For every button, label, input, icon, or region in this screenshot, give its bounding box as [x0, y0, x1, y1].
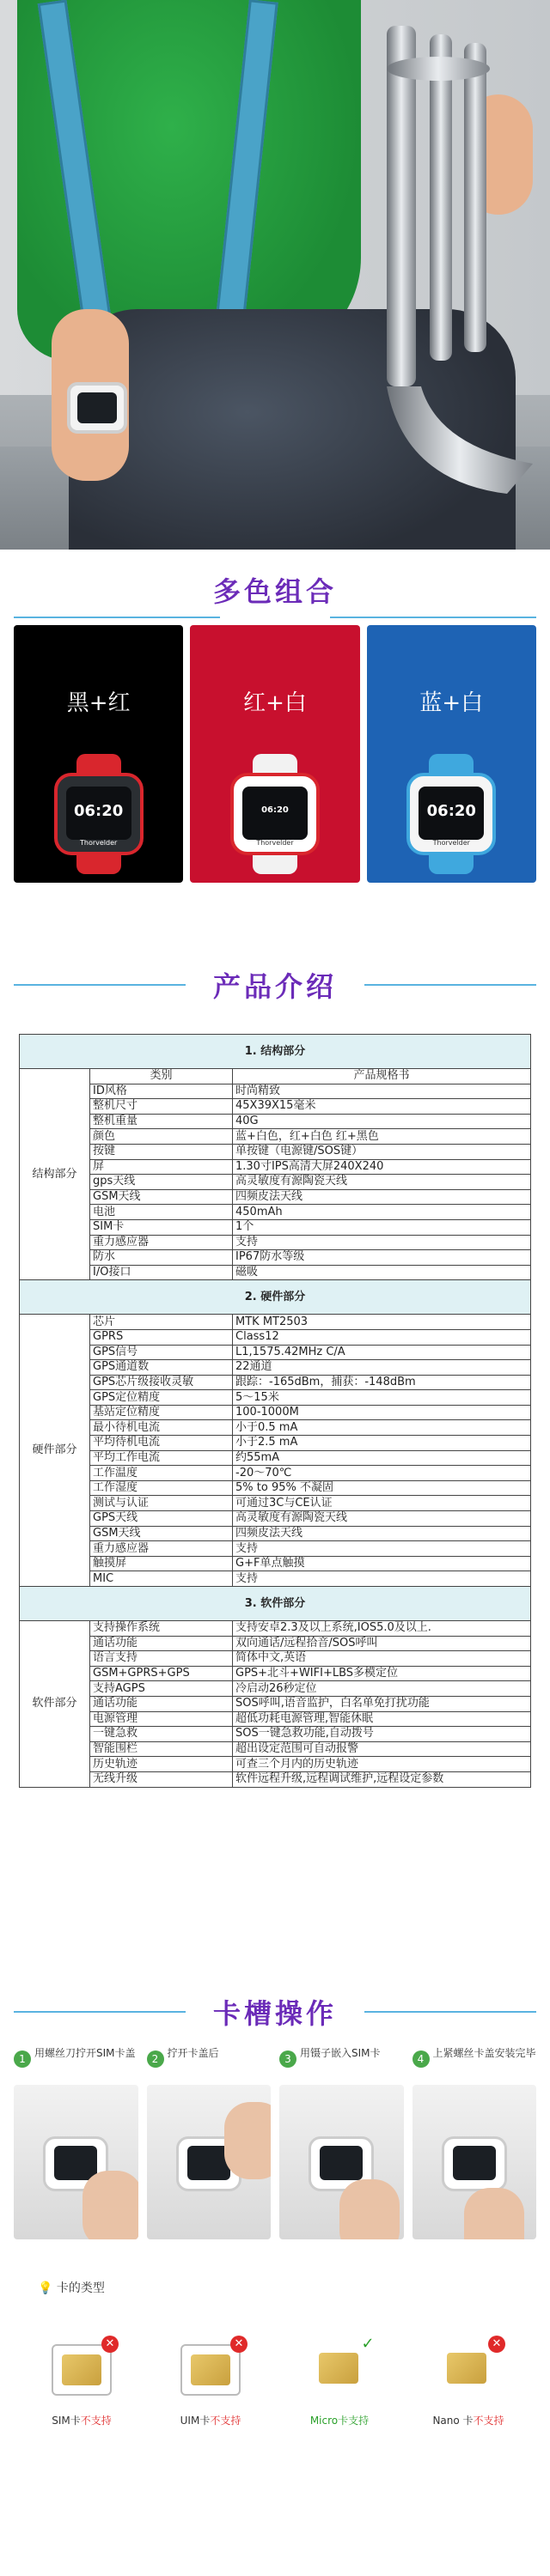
- table-row: [20, 1235, 531, 1250]
- spec-key: 通话功能: [90, 1636, 233, 1651]
- table-row: [20, 1480, 531, 1496]
- spec-value: 小于2.5 mA: [233, 1436, 531, 1451]
- watch-time: 06:20: [419, 787, 484, 840]
- table-row: [20, 1681, 531, 1697]
- sim-name: UIM卡: [180, 2415, 211, 2427]
- step-number: 4: [412, 2050, 430, 2068]
- table-row: [20, 1345, 531, 1360]
- spec-value: 支持: [233, 1571, 531, 1587]
- group-label: 结构部分: [20, 1069, 90, 1280]
- watch-image: [42, 754, 156, 857]
- table-row: [20, 1144, 531, 1159]
- spec-value: SOS呼叫,语音监护，白名单免打扰功能: [233, 1696, 531, 1711]
- spec-value: 可通过3C与CE认证: [233, 1496, 531, 1511]
- color-card-blue-white: [367, 625, 536, 883]
- spec-value: 软件远程升级,远程调试维护,远程设定参数: [233, 1771, 531, 1787]
- spec-key: 整机尺寸: [90, 1099, 233, 1115]
- cross-icon: ✕: [101, 2336, 119, 2353]
- table-row: [20, 1711, 531, 1727]
- spec-key: I/O接口: [90, 1265, 233, 1280]
- spec-value: 时尚精致: [233, 1084, 531, 1099]
- colors-title: 多色组合: [212, 575, 337, 608]
- spec-key: 芯片: [90, 1315, 233, 1330]
- table-row: [20, 1159, 531, 1175]
- step-text: 用镊子嵌入SIM卡: [300, 2047, 381, 2059]
- table-row: [20, 1757, 531, 1772]
- sim-status: 支持: [348, 2415, 370, 2427]
- spec-key: 触摸屏: [90, 1556, 233, 1571]
- spec-key: 重力感应器: [90, 1235, 233, 1250]
- spec-value: 支持: [233, 1541, 531, 1557]
- spec-key: 工作温度: [90, 1466, 233, 1481]
- spec-key: 重力感应器: [90, 1541, 233, 1557]
- spec-key: 平均待机电流: [90, 1436, 233, 1451]
- spec-key: 平均工作电流: [90, 1450, 233, 1466]
- spec-value: G+F单点触摸: [233, 1556, 531, 1571]
- color-cards: [14, 625, 536, 883]
- sim-card: [292, 2336, 387, 2456]
- color-card-red-white: [190, 625, 359, 883]
- install-step: [147, 2044, 272, 2250]
- table-row: [20, 1666, 531, 1681]
- spec-value: 四频皮法天线: [233, 1189, 531, 1205]
- table-row: [20, 1511, 531, 1527]
- check-icon: ✓: [361, 2335, 375, 2353]
- spec-key: GPRS: [90, 1329, 233, 1345]
- table-row: [20, 1571, 531, 1587]
- step-text: 上紧螺丝卡盖安装完毕: [432, 2047, 536, 2059]
- spec-value: -20～70℃: [233, 1466, 531, 1481]
- spec-value: 冷启动26秒定位: [233, 1681, 531, 1697]
- watch-time: 06:20: [242, 787, 308, 840]
- step-photo: [279, 2085, 404, 2239]
- table-row: [20, 1621, 531, 1637]
- table-row: [20, 1436, 531, 1451]
- spec-key: SIM卡: [90, 1219, 233, 1235]
- sim-caption: [163, 2413, 258, 2427]
- color-label: 黑+红: [66, 690, 131, 716]
- step-number: 1: [14, 2050, 31, 2068]
- spec-value: L1,1575.42MHz C/A: [233, 1345, 531, 1360]
- table-row: [20, 1219, 531, 1235]
- table-row: [20, 1189, 531, 1205]
- spec-value: 磁吸: [233, 1265, 531, 1280]
- spec-value: 5～15米: [233, 1390, 531, 1406]
- spec-value: 小于0.5 mA: [233, 1420, 531, 1436]
- sim-status: 不支持: [80, 2415, 112, 2427]
- spec-key: 通话功能: [90, 1696, 233, 1711]
- card-slot-title: 卡槽操作: [212, 1997, 337, 2030]
- table-row: [20, 1250, 531, 1266]
- spec-key: 按键: [90, 1144, 233, 1159]
- sim-caption: [34, 2413, 129, 2427]
- sim-chip: [438, 2344, 498, 2396]
- color-label: 蓝+白: [419, 690, 484, 716]
- hero-photo: [0, 0, 550, 550]
- spec-value: 40G: [233, 1114, 531, 1129]
- spec-value: 双向通话/远程拾音/SOS呼叫: [233, 1636, 531, 1651]
- watch-brand: Thorvelder: [256, 839, 294, 847]
- spec-value: 100-1000M: [233, 1405, 531, 1420]
- table-row: [20, 1696, 531, 1711]
- spec-value: MTK MT2503: [233, 1315, 531, 1330]
- table-row: [20, 1636, 531, 1651]
- sim-chip: [317, 2344, 362, 2396]
- watch-image: [394, 754, 508, 857]
- spec-key: GPS芯片级接收灵敏: [90, 1375, 233, 1390]
- spec-value: 超低功耗电源管理,智能休眠: [233, 1711, 531, 1727]
- spec-key: gps天线: [90, 1175, 233, 1190]
- table-row: [20, 1114, 531, 1129]
- watch-brand: Thorvelder: [432, 839, 470, 847]
- watch-time: 06:20: [66, 787, 131, 840]
- table-row: [20, 1651, 531, 1667]
- install-steps: [14, 2044, 536, 2250]
- step-photo: [412, 2085, 537, 2239]
- table-row: [20, 1205, 531, 1220]
- section-header-row: [20, 1587, 531, 1621]
- spec-value: 450mAh: [233, 1205, 531, 1220]
- table-row: [20, 1315, 531, 1330]
- spec-key: 无线升级: [90, 1771, 233, 1787]
- watch-image: [218, 754, 332, 857]
- spec-key: GPS通道数: [90, 1360, 233, 1376]
- spec-key: 智能围栏: [90, 1741, 233, 1757]
- spec-value: Class12: [233, 1329, 531, 1345]
- trumpet-image: [335, 17, 533, 498]
- spec-value: 简体中文,英语: [233, 1651, 531, 1667]
- watch-image: [442, 2136, 507, 2191]
- step-photo: [14, 2085, 138, 2239]
- spec-value: 约55mA: [233, 1450, 531, 1466]
- table-row: [20, 1405, 531, 1420]
- sim-contact: [447, 2353, 486, 2384]
- sim-caption: [421, 2413, 516, 2427]
- spec-key: 整机重量: [90, 1114, 233, 1129]
- table-row: [20, 1265, 531, 1280]
- spec-title: 产品介绍: [212, 970, 337, 1003]
- spec-key: 支持AGPS: [90, 1681, 233, 1697]
- spec-key: 电池: [90, 1205, 233, 1220]
- spec-value: 超出设定范围可自动报警: [233, 1741, 531, 1757]
- install-step: [279, 2044, 404, 2250]
- watch-brand: Thorvelder: [80, 839, 118, 847]
- spec-key: GPS定位精度: [90, 1390, 233, 1406]
- spec-value: IP67防水等级: [233, 1250, 531, 1266]
- table-row: [20, 1466, 531, 1481]
- spec-value: 单按键（电源键/SOS键）: [233, 1144, 531, 1159]
- section-header: 2. 硬件部分: [20, 1280, 531, 1315]
- sim-contact: [191, 2354, 230, 2385]
- color-label: 红+白: [243, 690, 307, 716]
- spec-value: 高灵敏度有源陶瓷天线: [233, 1511, 531, 1527]
- group-label: 硬件部分: [20, 1315, 90, 1587]
- column-header-row: [20, 1069, 531, 1084]
- table-row: [20, 1541, 531, 1557]
- color-card-black-red: [14, 625, 183, 883]
- spec-key: 工作湿度: [90, 1480, 233, 1496]
- table-row: [20, 1450, 531, 1466]
- spec-key: GPS信号: [90, 1345, 233, 1360]
- section-header-row: [20, 1035, 531, 1069]
- hand-image: [82, 2171, 138, 2239]
- table-row: [20, 1175, 531, 1190]
- table-row: [20, 1360, 531, 1376]
- section-header: 1. 结构部分: [20, 1035, 531, 1069]
- step-text: 用螺丝刀拧开SIM卡盖: [34, 2047, 136, 2059]
- spec-key: 测试与认证: [90, 1496, 233, 1511]
- divider-left: [14, 617, 220, 618]
- spec-key: GSM天线: [90, 1189, 233, 1205]
- sim-name: SIM卡: [52, 2415, 81, 2427]
- spec-value: 支持: [233, 1235, 531, 1250]
- spec-key: 电源管理: [90, 1711, 233, 1727]
- sim-caption: [292, 2413, 387, 2427]
- spec-value: 1个: [233, 1219, 531, 1235]
- hand-image: [224, 2102, 272, 2179]
- table-row: [20, 1741, 531, 1757]
- spec-key: 最小待机电流: [90, 1420, 233, 1436]
- table-row: [20, 1496, 531, 1511]
- spec-key: 语言支持: [90, 1651, 233, 1667]
- spec-value: 高灵敏度有源陶瓷天线: [233, 1175, 531, 1190]
- spec-key: GPS天线: [90, 1511, 233, 1527]
- table-row: [20, 1329, 531, 1345]
- watch-body: [406, 773, 496, 855]
- hero-watch: [67, 382, 127, 434]
- group-label: 软件部分: [20, 1621, 90, 1788]
- spec-key: GSM天线: [90, 1526, 233, 1541]
- table-row: [20, 1556, 531, 1571]
- watch-body: [230, 773, 320, 855]
- table-row: [20, 1390, 531, 1406]
- spec-key: GSM+GPRS+GPS: [90, 1666, 233, 1681]
- install-step: [412, 2044, 537, 2250]
- step-text: 拧开卡盖后: [167, 2047, 219, 2059]
- sim-name: Nano 卡: [432, 2415, 474, 2427]
- spec-key: ID风格: [90, 1084, 233, 1099]
- spec-value: 跟踪：-165dBm，捕获：-148dBm: [233, 1375, 531, 1390]
- divider-right: [330, 617, 536, 618]
- step-number: 2: [147, 2050, 164, 2068]
- sim-card: [163, 2336, 258, 2456]
- spec-value: 支持安卓2.3及以上系统,IOS5.0及以上.: [233, 1621, 531, 1637]
- spec-value: 45X39X15毫米: [233, 1099, 531, 1115]
- sim-chip: [52, 2344, 112, 2396]
- spec-key: MIC: [90, 1571, 233, 1587]
- install-step: [14, 2044, 138, 2250]
- spec-key: 支持操作系统: [90, 1621, 233, 1637]
- spec-key: 颜色: [90, 1129, 233, 1145]
- sim-chip: [180, 2344, 241, 2396]
- sim-status: 不支持: [473, 2415, 504, 2427]
- spec-value: SOS一键急救功能,自动拨号: [233, 1727, 531, 1742]
- table-row: [20, 1084, 531, 1099]
- sim-types: [34, 2336, 516, 2456]
- table-row: [20, 1375, 531, 1390]
- spec-key: 历史轨迹: [90, 1757, 233, 1772]
- hand-image: [464, 2188, 524, 2239]
- table-row: [20, 1129, 531, 1145]
- spec-value: 22通道: [233, 1360, 531, 1376]
- spec-key: 一键急救: [90, 1727, 233, 1742]
- table-row: [20, 1771, 531, 1787]
- cross-icon: ✕: [488, 2336, 505, 2353]
- spec-value: GPS+北斗+WIFI+LBS多模定位: [233, 1666, 531, 1681]
- sim-card: [421, 2336, 516, 2456]
- lightbulb-icon: 💡: [38, 2281, 53, 2295]
- table-row: [20, 1526, 531, 1541]
- sim-status: 不支持: [210, 2415, 241, 2427]
- watch-body: [54, 773, 144, 855]
- column-header: 产品规格书: [233, 1069, 531, 1084]
- column-header: 类别: [90, 1069, 233, 1084]
- section-header: 3. 软件部分: [20, 1587, 531, 1621]
- sim-name: Micro卡: [309, 2415, 349, 2427]
- spec-value: 蓝+白色，红+白色 红+黑色: [233, 1129, 531, 1145]
- step-photo: [147, 2085, 272, 2239]
- spec-value: 1.30寸IPS高清大屏240X240: [233, 1159, 531, 1175]
- spec-key: 屏: [90, 1159, 233, 1175]
- step-number: 3: [279, 2050, 296, 2068]
- spec-key: 基站定位精度: [90, 1405, 233, 1420]
- cross-icon: ✕: [230, 2336, 248, 2353]
- hand-image: [339, 2179, 400, 2239]
- spec-value: 四频皮法天线: [233, 1526, 531, 1541]
- table-row: [20, 1727, 531, 1742]
- table-row: [20, 1099, 531, 1115]
- spec-value: 5% to 95% 不凝固: [233, 1480, 531, 1496]
- sim-contact: [319, 2353, 358, 2384]
- table-row: [20, 1420, 531, 1436]
- sim-card: [34, 2336, 129, 2456]
- section-header-row: [20, 1280, 531, 1315]
- spec-value: 可查三个月内的历史轨迹: [233, 1757, 531, 1772]
- card-type-label: 卡的类型: [56, 2281, 105, 2295]
- spec-key: 防水: [90, 1250, 233, 1266]
- sim-contact: [62, 2354, 101, 2385]
- spec-table: [19, 1034, 531, 1788]
- card-type-heading: [38, 2279, 105, 2296]
